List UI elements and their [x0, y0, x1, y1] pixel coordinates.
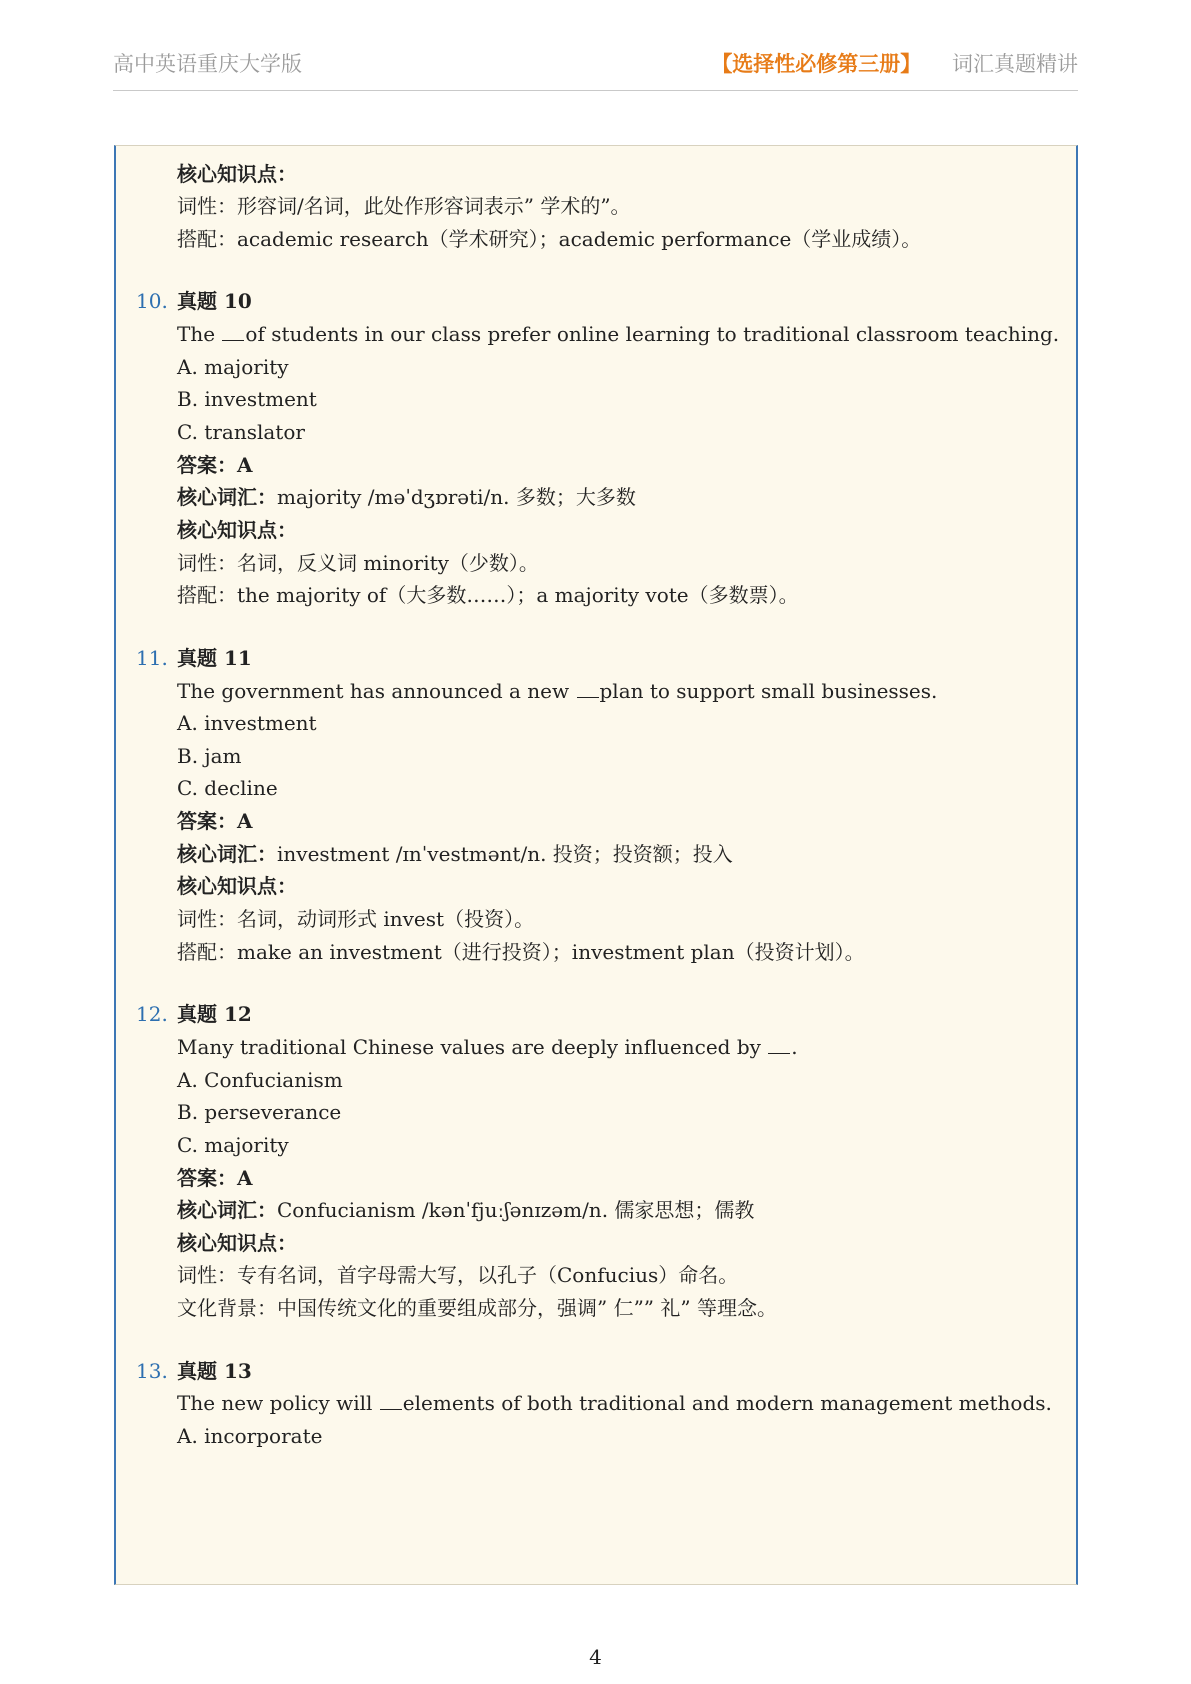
question-number: 11.	[136, 646, 168, 670]
knowledge-label: 核心知识点：	[177, 874, 297, 898]
knowledge-label: 核心知识点：	[177, 162, 297, 186]
pos-note: 词性：名词，反义词 minority（少数）。	[177, 551, 539, 575]
stem-text: Many traditional Chinese values are deeply influenced by	[177, 1035, 768, 1059]
answer	[177, 807, 253, 835]
knowledge-label: 核心知识点：	[177, 518, 297, 542]
question-number: 12.	[136, 1002, 168, 1026]
answer	[177, 451, 253, 479]
question-title: 真题 11	[177, 646, 252, 670]
stem-text: The government has announced a new	[177, 679, 576, 703]
question-heading	[136, 644, 252, 672]
answer-blank	[222, 324, 244, 341]
vocab-label: 核心词汇：	[177, 1198, 277, 1222]
stem-text: plan to support small businesses.	[599, 679, 938, 703]
question-title: 真题 10	[177, 289, 252, 313]
stem-text: elements of both traditional and modern management methods.	[402, 1391, 1052, 1415]
question-title: 真题 12	[177, 1002, 252, 1026]
question-number: 10.	[136, 289, 168, 313]
option-b: B. investment	[177, 387, 317, 411]
answer-label: 答案：	[177, 809, 237, 833]
question-heading	[136, 1357, 252, 1385]
vocab-entry: majority /məˈdʒɒrəti/n. 多数；大多数	[277, 485, 636, 509]
knowledge-label: 核心知识点：	[177, 1231, 297, 1255]
pos-note: 词性：形容词/名词，此处作形容词表示” 学术的”。	[177, 194, 631, 218]
answer-blank	[380, 1393, 402, 1410]
core-vocab	[177, 840, 733, 868]
stem-text: .	[791, 1035, 798, 1059]
vocab-entry: Confucianism /kənˈfjuːʃənɪzəm/n. 儒家思想；儒教	[277, 1198, 755, 1222]
answer	[177, 1164, 253, 1192]
page-header	[113, 40, 1078, 91]
option-a: A. Confucianism	[177, 1068, 343, 1092]
answer-value: A	[237, 1166, 253, 1190]
content-box	[114, 145, 1078, 1585]
culture-note: 文化背景：中国传统文化的重要组成部分，强调” 仁”” 礼” 等理念。	[177, 1296, 777, 1320]
question-heading	[136, 287, 252, 315]
collocation-note: 搭配：make an investment（进行投资）；investment plan（投资计划）。	[177, 940, 865, 964]
collocation-note: 搭配：the majority of（大多数……）；a majority vote（多数票）。	[177, 583, 799, 607]
header-right	[711, 48, 1078, 78]
stem-text: The	[177, 322, 222, 346]
answer-label: 答案：	[177, 1166, 237, 1190]
question-heading	[136, 1000, 252, 1028]
vocab-label: 核心词汇：	[177, 485, 277, 509]
option-a: A. majority	[177, 355, 289, 379]
stem-text: The new policy will	[177, 1391, 379, 1415]
core-vocab	[177, 483, 636, 511]
question-stem	[177, 1389, 1052, 1417]
question-stem	[177, 677, 937, 705]
vocab-entry: investment /ɪnˈvestmənt/n. 投资；投资额；投入	[277, 842, 733, 866]
answer-value: A	[237, 809, 253, 833]
pos-note: 词性：专有名词，首字母需大写，以孔子（Confucius）命名。	[177, 1263, 739, 1287]
header-textbook-name: 高中英语重庆大学版	[113, 52, 302, 76]
answer-blank	[768, 1037, 790, 1054]
question-title: 真题 13	[177, 1359, 252, 1383]
answer-value: A	[237, 453, 253, 477]
header-section-title: 词汇真题精讲	[952, 52, 1078, 76]
answer-label: 答案：	[177, 453, 237, 477]
stem-text: of students in our class prefer online learning to traditional classroom teaching.	[245, 322, 1060, 346]
option-a: A. incorporate	[177, 1424, 323, 1448]
option-c: C. decline	[177, 776, 278, 800]
option-a: A. investment	[177, 711, 317, 735]
core-vocab	[177, 1196, 754, 1224]
option-b: B. perseverance	[177, 1100, 342, 1124]
answer-blank	[577, 681, 599, 698]
vocab-label: 核心词汇：	[177, 842, 277, 866]
pos-note: 词性：名词，动词形式 invest（投资）。	[177, 907, 535, 931]
option-c: C. translator	[177, 420, 305, 444]
collocation-note: 搭配：academic research（学术研究）；academic performance（学业成绩）。	[177, 227, 922, 251]
page-number: 4	[589, 1645, 602, 1669]
option-c: C. majority	[177, 1133, 289, 1157]
header-book-volume: 【选择性必修第三册】	[711, 51, 922, 76]
question-stem	[177, 320, 1059, 348]
question-number: 13.	[136, 1359, 168, 1383]
question-stem	[177, 1033, 798, 1061]
option-b: B. jam	[177, 744, 242, 768]
